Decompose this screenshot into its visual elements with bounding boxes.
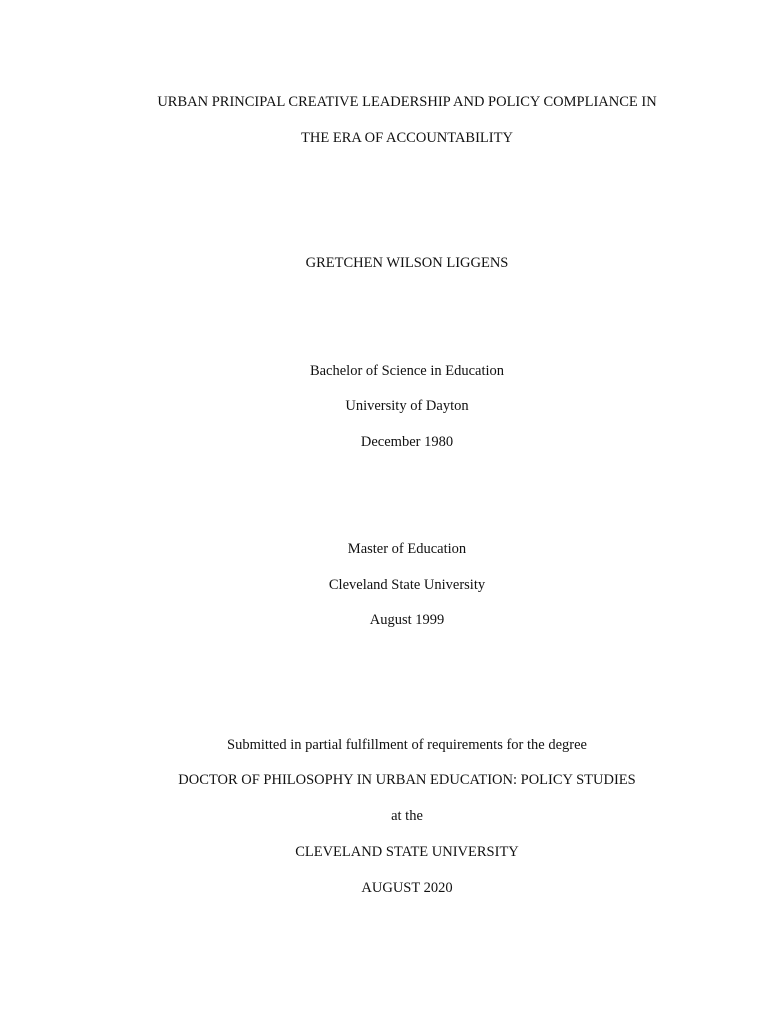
doctoral-degree: DOCTOR OF PHILOSOPHY IN URBAN EDUCATION: POLICY STUDIES <box>178 772 636 788</box>
title-line-1: URBAN PRINCIPAL CREATIVE LEADERSHIP AND POLICY COMPLIANCE IN <box>157 94 657 110</box>
bachelor-degree-name: Bachelor of Science in Education <box>309 363 505 379</box>
master-institution: Cleveland State University <box>328 577 486 593</box>
master-date: August 1999 <box>369 612 445 628</box>
at-the: at the <box>391 808 423 824</box>
bachelor-institution: University of Dayton <box>345 398 469 414</box>
submission-date: AUGUST 2020 <box>361 880 453 896</box>
bachelor-date: December 1980 <box>360 434 454 450</box>
granting-institution: CLEVELAND STATE UNIVERSITY <box>295 844 519 860</box>
author-name: GRETCHEN WILSON LIGGENS <box>305 255 509 271</box>
master-degree-name: Master of Education <box>347 541 467 557</box>
submission-statement: Submitted in partial fulfillment of requirements for the degree <box>227 737 587 753</box>
title-line-2: THE ERA OF ACCOUNTABILITY <box>301 130 513 146</box>
